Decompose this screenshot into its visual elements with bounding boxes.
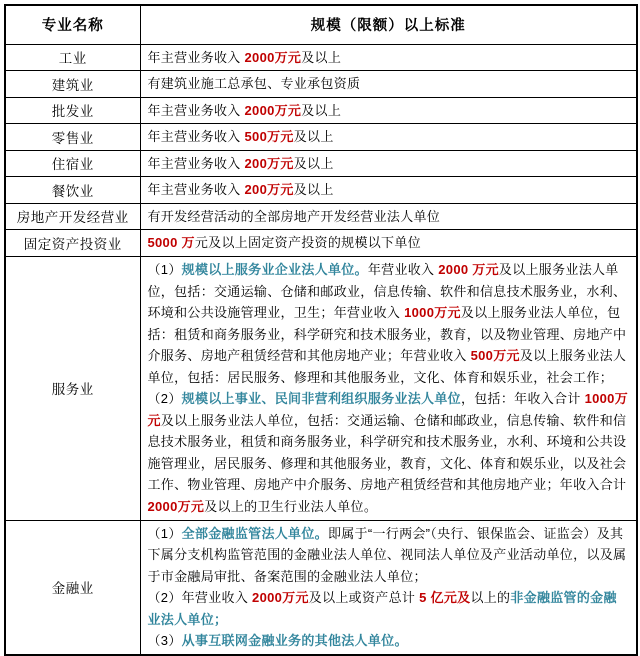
standard-text	[140, 230, 637, 257]
paragraph	[148, 126, 630, 148]
red-text-segment: 500万元	[244, 129, 294, 144]
table-row-catering	[5, 177, 637, 204]
text-segment: 年主营业务收入	[147, 182, 245, 197]
text-segment: （1）	[147, 525, 182, 541]
text-segment: 有建筑业施工总承包、专业承包资质	[147, 76, 361, 91]
paragraph	[148, 47, 630, 69]
text-segment: 及以上	[301, 49, 342, 65]
red-text-segment: 200万元	[244, 182, 294, 197]
red-text-segment: 2000万元	[244, 49, 302, 65]
table-row-fixed-asset-investment	[5, 230, 637, 257]
red-text-segment: 2000万元	[147, 498, 205, 514]
table-row-finance	[5, 520, 637, 655]
text-segment: 年营业收入	[367, 262, 439, 277]
industry-name: 住宿业	[5, 150, 140, 177]
text-segment: 年主营业务收入	[147, 102, 245, 118]
text-segment: 及以上服务业法人单位，包括：交通运输、仓储和邮政业，信息传输、软件和信息技术服务业，水利、环境和公共设施管理业，卫生；年营业收入	[147, 262, 627, 320]
text-segment: 及以上的卫生行业法人单位。	[204, 498, 378, 514]
industry-name: 工业	[5, 44, 140, 71]
text-segment: 及以上服务业法人单位，包括：租赁和商务服务业，科学研究和技术服务业，教育，以及物业管理、房地产中介服务、房地产租赁经营和其他房地产业；年营业收入	[147, 305, 627, 363]
text-segment: 即属于“一行两会”（央行、银保监会、证监会）及其下属分支机构监管范围的金融业法人单位、视同法人单位及产业活动单位，以及属于市金融局审批、备案范围的金融业法人单位；	[147, 525, 627, 584]
red-text-segment: 1000万元	[147, 391, 628, 428]
teal-text-segment: 规模以上事业、民间非营利组织服务业法人单位	[181, 391, 461, 406]
text-segment: 及以上或资产总计	[308, 590, 420, 605]
standard-text	[140, 256, 637, 520]
table-row-services	[5, 256, 637, 520]
paragraph	[148, 206, 630, 228]
paragraph	[148, 179, 630, 201]
industry-standards-table	[4, 4, 638, 656]
table-row-real-estate	[5, 203, 637, 230]
text-segment: ，包括：年收入合计	[460, 391, 585, 406]
standard-text	[140, 150, 637, 177]
text-segment: 以上的	[470, 590, 511, 605]
text-segment: 及以上服务业法人单位，包括：交通运输、仓储和邮政业，信息传输、软件和信息技术服务业，租赁和商务服务业，科学研究和技术服务业，水利、环境和公共设施管理业，居民服务、修理和其他服务业，教育，文化、体育和娱乐业，以及社会工作、物业管理、房地产中介服务、房地产租赁经营和其他房地产业；年收入合计	[147, 412, 627, 492]
paragraph	[148, 388, 630, 517]
red-text-segment: 500万元	[470, 348, 520, 363]
red-text-segment: 200万元	[244, 155, 294, 171]
text-segment: 及以上服务业法人单位，包括：居民服务、修理和其他服务业，文化、体育和娱乐业，社会工作；	[147, 348, 627, 385]
text-segment: （3）	[147, 633, 182, 648]
text-segment: 年主营业务收入	[147, 155, 245, 171]
standard-text	[140, 124, 637, 151]
red-text-segment: 2000万元	[244, 102, 302, 118]
industry-name: 服务业	[5, 256, 140, 520]
table-row-retail	[5, 124, 637, 151]
text-segment: 及以上	[293, 129, 334, 144]
teal-text-segment: 从事互联网金融业务的其他法人单位。	[181, 633, 408, 648]
column-header-standard: 规模（限额）以上标准	[140, 5, 637, 44]
standard-text	[140, 203, 637, 230]
industry-name: 批发业	[5, 97, 140, 124]
table-row-construction	[5, 71, 637, 98]
standard-text	[140, 71, 637, 98]
text-segment: 及以上	[301, 102, 342, 118]
text-segment: 年主营业务收入	[147, 129, 245, 144]
red-text-segment: 2000 万元	[438, 262, 499, 277]
industry-name: 固定资产投资业	[5, 230, 140, 257]
teal-text-segment: 规模以上服务业企业法人单位。	[181, 262, 368, 277]
red-text-segment: 5000 万	[147, 235, 195, 250]
text-segment: （1）	[147, 262, 182, 277]
paragraph	[148, 523, 630, 588]
standard-text	[140, 97, 637, 124]
paragraph	[148, 259, 630, 388]
red-text-segment: 5 亿元及	[419, 590, 471, 605]
industry-name: 金融业	[5, 520, 140, 655]
text-segment: 及以上	[293, 155, 334, 171]
paragraph	[148, 630, 630, 652]
text-segment: 有开发经营活动的全部房地产开发经营业法人单位	[147, 208, 441, 224]
industry-name: 建筑业	[5, 71, 140, 98]
paragraph	[148, 232, 630, 254]
text-segment: （2）年营业收入	[147, 590, 253, 605]
standard-text	[140, 44, 637, 71]
text-segment: 及以上	[293, 182, 334, 197]
text-segment: 元及以上固定资产投资的规模以下单位	[194, 235, 421, 250]
standard-text	[140, 520, 637, 655]
teal-text-segment: 全部金融监管法人单位。	[181, 525, 328, 541]
standard-text	[140, 177, 637, 204]
teal-text-segment: 非金融监管的金融业法人单位；	[147, 590, 617, 627]
text-segment: 年主营业务收入	[147, 49, 245, 65]
industry-name: 房地产开发经营业	[5, 203, 140, 230]
table-row-accommodation	[5, 150, 637, 177]
industry-name: 零售业	[5, 124, 140, 151]
column-header-industry: 专业名称	[5, 5, 140, 44]
industry-name: 餐饮业	[5, 177, 140, 204]
table-row-industrial	[5, 44, 637, 71]
paragraph	[148, 100, 630, 122]
red-text-segment: 1000万元	[404, 305, 461, 320]
table-row-wholesale	[5, 97, 637, 124]
text-segment: （2）	[147, 391, 182, 406]
red-text-segment: 2000万元	[252, 590, 309, 605]
paragraph	[148, 73, 630, 95]
paragraph	[148, 587, 630, 630]
table-header-row	[5, 5, 637, 44]
paragraph	[148, 153, 630, 175]
